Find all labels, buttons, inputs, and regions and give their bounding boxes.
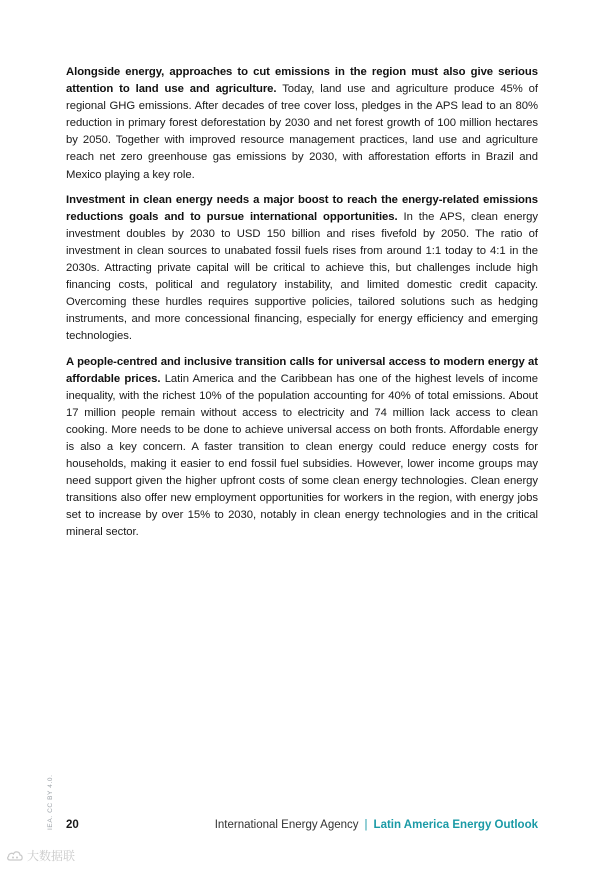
paragraph-text: In the APS, clean energy investment doubles by 2030 to USD 150 billion and rises fivefold by 2050. The ratio of investment in clean sources to unabated fossil fuels rises from around 1:1 today to 4:1 in the 2030s. Attracting private capital will be critical to achieve this, but challenges include high financing costs, political and regulatory instability, and limited domestic credit capacity. Overcoming these hurdles requires supportive policies, tailored solutions such as hedging instruments, and more concessional financing, especially for energy efficiency and emerging technologies. bbox=[66, 210, 538, 343]
footer-separator: | bbox=[364, 819, 368, 831]
paragraph-text: Latin America and the Caribbean has one of the highest levels of income inequality, with the richest 10% of the population accounting for 40% of total emissions. About 17 million people remain without access to electricity and 74 million lack access to clean cooking. More needs to be done to achieve universal access on both fronts. Affordable energy is also a key concern. A faster transition to clean energy could reduce energy costs for households, making it easier to end fossil fuel subsidies. However, lower income groups may need support given the higher upfront costs of some clean energy technologies. Clean energy transitions also offer new employment opportunities for workers in the region, with energy jobs set to increase by over 15% to 2030, notably in clean energy technologies and in the critical mineral sector. bbox=[66, 372, 538, 539]
paragraph-lead: Alongside energy, approaches to cut emissions in the region must also give serious attention to land use and agriculture. bbox=[66, 66, 538, 96]
cloud-icon bbox=[6, 849, 24, 863]
watermark bbox=[6, 847, 75, 864]
watermark-text: 大数据联 bbox=[27, 849, 76, 863]
paragraph-land-use bbox=[66, 64, 538, 184]
license-notice: IEA. CC BY 4.0. bbox=[47, 774, 54, 830]
paragraph-lead: Investment in clean energy needs a major boost to reach the energy-related emissions reductions goals and to pursue international opportunities. bbox=[66, 193, 538, 223]
paragraph-inclusive-transition bbox=[66, 354, 538, 542]
document-body bbox=[66, 64, 538, 550]
paragraph-lead: A people-centred and inclusive transition calls for universal access to modern energy at affordable prices. bbox=[66, 355, 538, 385]
page-number: 20 bbox=[66, 819, 79, 831]
publication-title: Latin America Energy Outlook bbox=[373, 819, 538, 831]
footer-title bbox=[215, 819, 538, 831]
paragraph-investment bbox=[66, 192, 538, 346]
paragraph-text: Today, land use and agriculture produce 45% of regional GHG emissions. After decades of tree cover loss, pledges in the APS lead to an 80% reduction in primary forest deforestation by 2030 and net forest growth of 100 million hectares by 2050. Together with improved resource management practices, land use and agriculture reach net zero greenhouse gas emissions by 2030, with afforestation efforts in Brazil and Mexico playing a key role. bbox=[66, 83, 539, 181]
organization-name: International Energy Agency bbox=[214, 819, 359, 831]
page-footer bbox=[66, 819, 538, 837]
